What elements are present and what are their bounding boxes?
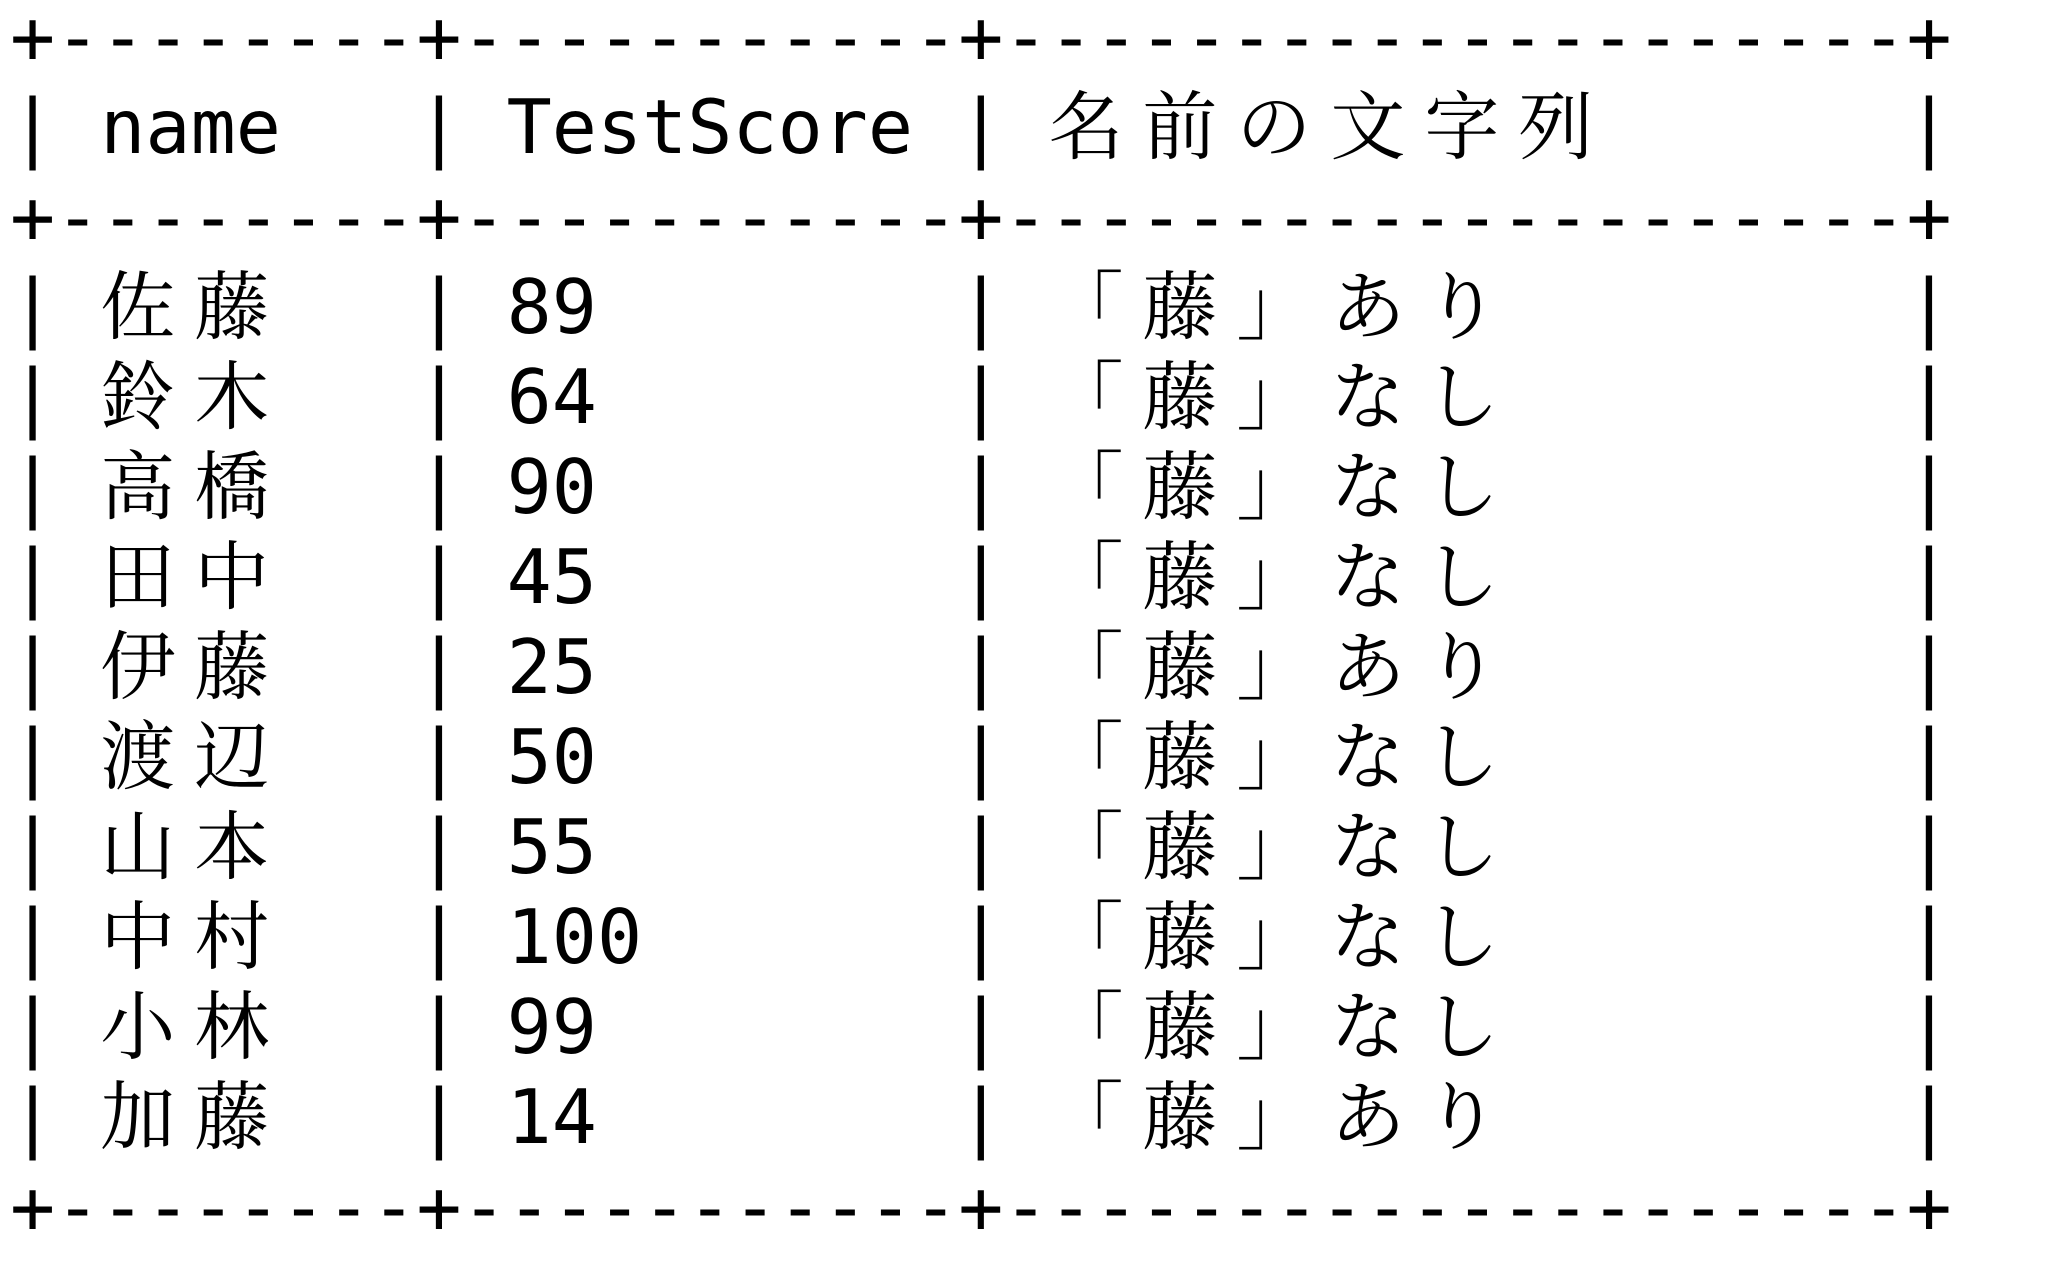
cell-name_string: 「藤」あり: [1048, 623, 1519, 711]
cell-test_score: 89: [506, 263, 597, 351]
ascii-table: [10, 0, 2048, 1252]
table-row: [10, 1072, 2048, 1162]
table-row: [10, 622, 2048, 712]
cell-name_string: 「藤」なし: [1048, 353, 1519, 441]
column-separator: |: [1906, 353, 1952, 441]
cell-name_string: 「藤」なし: [1048, 893, 1519, 981]
column-separator: |: [416, 1073, 462, 1161]
cell-name: 鈴木: [100, 353, 289, 441]
cell-name_string: 「藤」なし: [1048, 803, 1519, 891]
table-header-row: [10, 82, 2048, 172]
column-separator: |: [958, 713, 1004, 801]
header-cell-name: name: [100, 83, 281, 171]
column-separator: |: [1906, 803, 1952, 891]
table-bottom-border: +--------+-----------+--------------------+: [10, 1163, 1952, 1251]
table-row: [10, 892, 2048, 982]
column-separator: |: [416, 893, 462, 981]
cell-test_score: 55: [506, 803, 597, 891]
table-row: [10, 442, 2048, 532]
cell-test_score: 100: [506, 893, 643, 981]
column-separator: |: [10, 803, 56, 891]
header-cell-name_string: 名前の文字列: [1048, 83, 1613, 171]
cell-name: 佐藤: [100, 263, 289, 351]
table-row: [10, 532, 2048, 622]
cell-name_string: 「藤」なし: [1048, 533, 1519, 621]
column-separator: |: [958, 353, 1004, 441]
column-separator: |: [1906, 533, 1952, 621]
column-separator: |: [958, 1073, 1004, 1161]
cell-name: 中村: [100, 893, 289, 981]
cell-name_string: 「藤」なし: [1048, 983, 1519, 1071]
cell-test_score: 99: [506, 983, 597, 1071]
column-separator: |: [1906, 893, 1952, 981]
column-separator: |: [958, 443, 1004, 531]
table-row: [10, 982, 2048, 1072]
cell-test_score: 45: [506, 533, 597, 621]
column-separator: |: [10, 83, 56, 171]
cell-name: 加藤: [100, 1073, 289, 1161]
cell-name_string: 「藤」なし: [1048, 443, 1519, 531]
cell-test_score: 50: [506, 713, 597, 801]
column-separator: |: [1906, 263, 1952, 351]
table-row: [10, 712, 2048, 802]
column-separator: |: [416, 533, 462, 621]
column-separator: |: [1906, 983, 1952, 1071]
cell-test_score: 14: [506, 1073, 597, 1161]
column-separator: |: [10, 353, 56, 441]
column-separator: |: [416, 803, 462, 891]
column-separator: |: [10, 1073, 56, 1161]
header-cell-test_score: TestScore: [506, 83, 914, 171]
table-row: [10, 262, 2048, 352]
column-separator: |: [958, 533, 1004, 621]
table-top-border: +--------+-----------+--------------------+: [10, 0, 1952, 81]
cell-name: 田中: [100, 533, 289, 621]
column-separator: |: [958, 83, 1004, 171]
column-separator: |: [416, 623, 462, 711]
cell-name_string: 「藤」あり: [1048, 263, 1519, 351]
column-separator: |: [416, 83, 462, 171]
cell-name: 伊藤: [100, 623, 289, 711]
column-separator: |: [10, 983, 56, 1071]
column-separator: |: [958, 983, 1004, 1071]
column-separator: |: [958, 263, 1004, 351]
column-separator: |: [958, 893, 1004, 981]
column-separator: |: [10, 713, 56, 801]
header-separator: +--------+-----------+--------------------+: [10, 173, 1952, 261]
cell-name: 小林: [100, 983, 289, 1071]
column-separator: |: [1906, 83, 1952, 171]
cell-test_score: 25: [506, 623, 597, 711]
column-separator: |: [416, 353, 462, 441]
column-separator: |: [416, 443, 462, 531]
cell-name: 渡辺: [100, 713, 289, 801]
cell-test_score: 64: [506, 353, 597, 441]
column-separator: |: [1906, 443, 1952, 531]
column-separator: |: [10, 893, 56, 981]
cell-name: 山本: [100, 803, 289, 891]
column-separator: |: [1906, 713, 1952, 801]
column-separator: |: [1906, 623, 1952, 711]
table-row: [10, 802, 2048, 892]
column-separator: |: [10, 533, 56, 621]
cell-name: 高橋: [100, 443, 289, 531]
column-separator: |: [10, 263, 56, 351]
column-separator: |: [416, 263, 462, 351]
column-separator: |: [10, 623, 56, 711]
table-row: [10, 352, 2048, 442]
column-separator: |: [416, 983, 462, 1071]
cell-test_score: 90: [506, 443, 597, 531]
column-separator: |: [1906, 1073, 1952, 1161]
column-separator: |: [958, 803, 1004, 891]
cell-name_string: 「藤」なし: [1048, 713, 1519, 801]
cell-name_string: 「藤」あり: [1048, 1073, 1519, 1161]
column-separator: |: [958, 623, 1004, 711]
column-separator: |: [416, 713, 462, 801]
column-separator: |: [10, 443, 56, 531]
